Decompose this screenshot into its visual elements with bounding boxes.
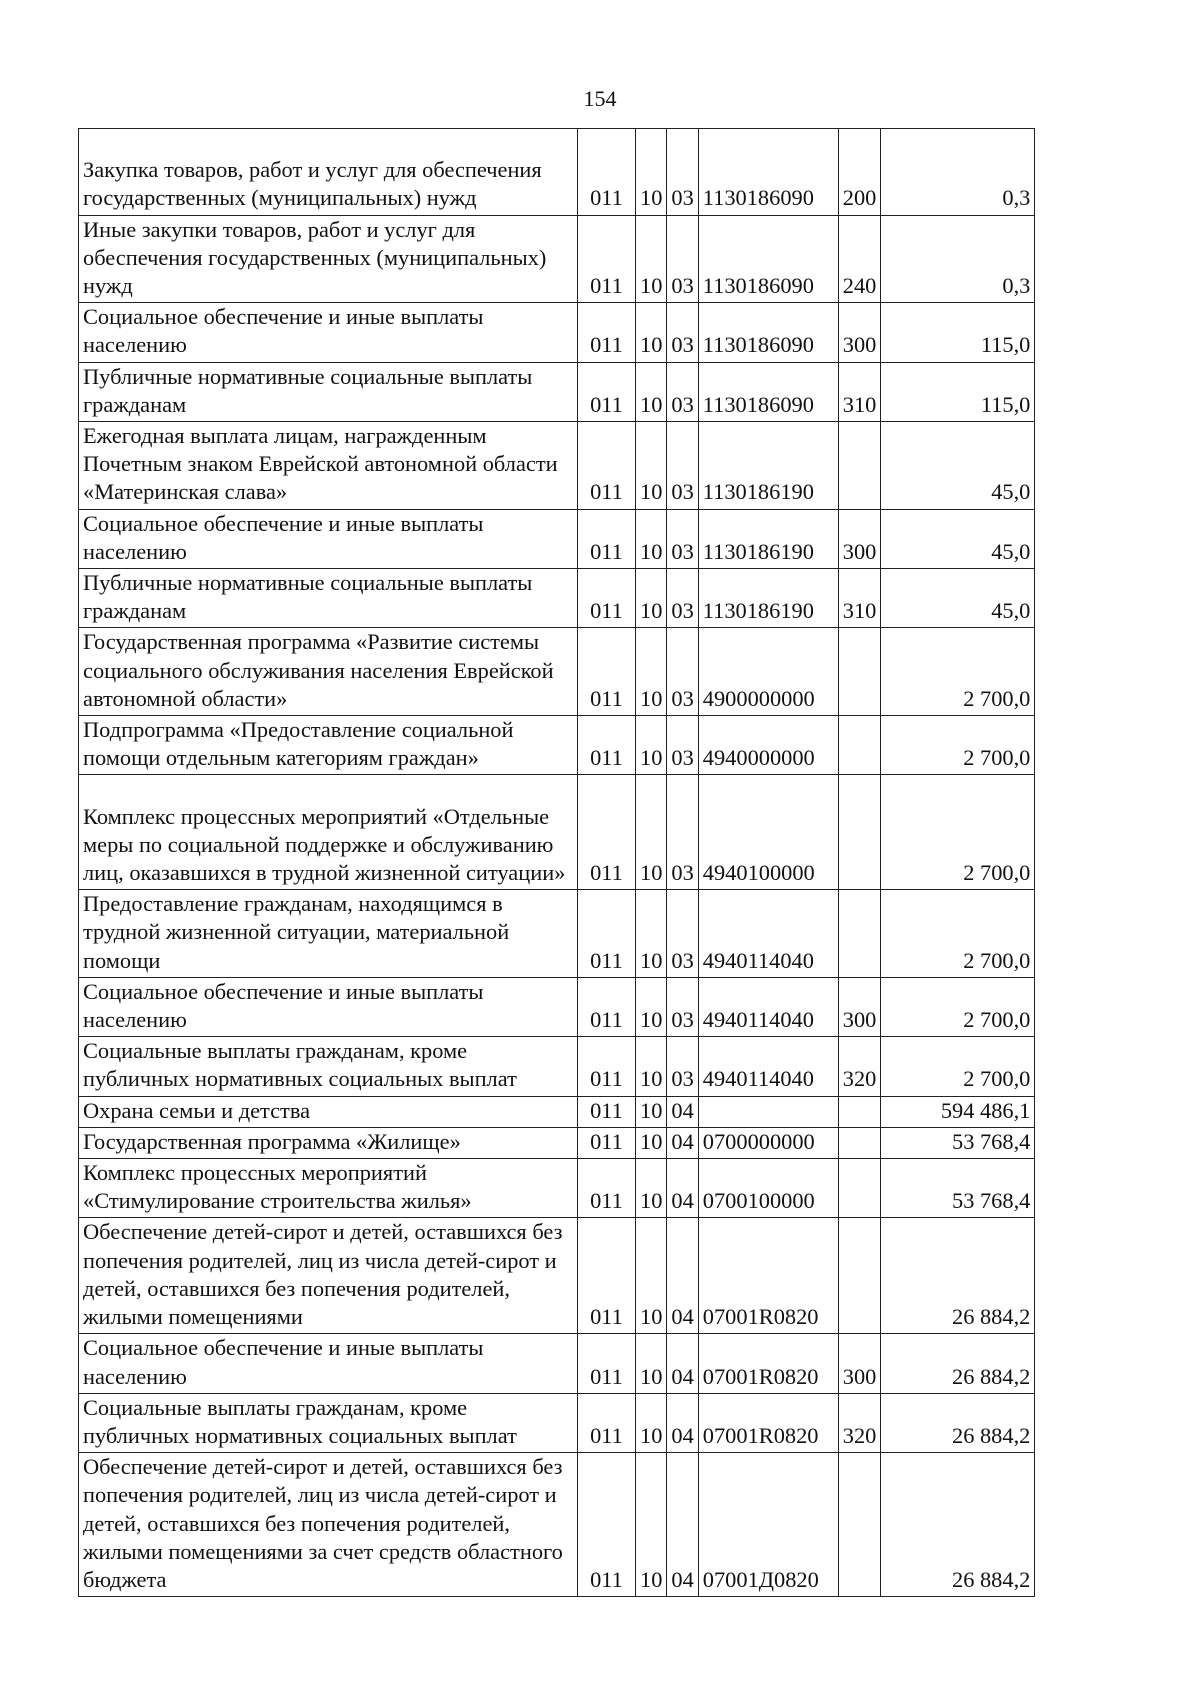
table-row	[79, 303, 1035, 362]
cell-amount: 53 768,4	[881, 1127, 1035, 1158]
cell-target-article: 1130186090	[698, 303, 838, 362]
cell-section-code: 10	[636, 890, 667, 978]
cell-target-article: 07001R0820	[698, 1334, 838, 1393]
cell-target-article: 4940114040	[698, 977, 838, 1036]
cell-section-code: 10	[636, 775, 667, 890]
cell-section-code: 10	[636, 977, 667, 1036]
cell-subsection-code: 03	[667, 977, 698, 1036]
cell-subsection-code: 04	[667, 1127, 698, 1158]
cell-target-article: 1130186190	[698, 569, 838, 628]
cell-subsection-code: 04	[667, 1159, 698, 1218]
cell-amount: 115,0	[881, 362, 1035, 421]
table-row	[79, 628, 1035, 716]
cell-expense-type	[838, 775, 881, 890]
cell-name: Государственная программа «Жилище»	[79, 1127, 578, 1158]
cell-section-code: 10	[636, 1159, 667, 1218]
table-row	[79, 1393, 1035, 1452]
cell-target-article: 1130186090	[698, 215, 838, 303]
cell-ministry-code: 011	[578, 1334, 636, 1393]
cell-ministry-code: 011	[578, 628, 636, 716]
cell-name: Комплекс процессных мероприятий «Отдельные меры по социальной поддержке и обслуживанию лиц, оказавшихся в трудной жизненной ситуации»	[79, 775, 578, 890]
cell-expense-type	[838, 1218, 881, 1334]
table-row	[79, 716, 1035, 775]
cell-target-article	[698, 1096, 838, 1127]
cell-name: Государственная программа «Развитие системы социального обслуживания населения Еврейской автономной области»	[79, 628, 578, 716]
cell-target-article: 4940114040	[698, 890, 838, 978]
cell-subsection-code: 04	[667, 1334, 698, 1393]
cell-expense-type: 200	[838, 129, 881, 216]
cell-target-article: 0700100000	[698, 1159, 838, 1218]
cell-subsection-code: 03	[667, 362, 698, 421]
cell-subsection-code: 03	[667, 775, 698, 890]
cell-subsection-code: 03	[667, 215, 698, 303]
cell-subsection-code: 03	[667, 129, 698, 216]
cell-section-code: 10	[636, 215, 667, 303]
cell-ministry-code: 011	[578, 977, 636, 1036]
cell-expense-type	[838, 890, 881, 978]
cell-section-code: 10	[636, 1096, 667, 1127]
cell-ministry-code: 011	[578, 1127, 636, 1158]
cell-subsection-code: 04	[667, 1393, 698, 1452]
table-row	[79, 362, 1035, 421]
cell-amount: 0,3	[881, 129, 1035, 216]
table-row	[79, 1037, 1035, 1096]
page-number: 154	[583, 86, 617, 111]
cell-name: Публичные нормативные социальные выплаты гражданам	[79, 362, 578, 421]
cell-target-article: 4940000000	[698, 716, 838, 775]
cell-subsection-code: 04	[667, 1218, 698, 1334]
table-row	[79, 1334, 1035, 1393]
cell-subsection-code: 03	[667, 509, 698, 568]
cell-amount: 0,3	[881, 215, 1035, 303]
cell-target-article: 4940100000	[698, 775, 838, 890]
cell-ministry-code: 011	[578, 1037, 636, 1096]
cell-ministry-code: 011	[578, 1096, 636, 1127]
cell-name: Публичные нормативные социальные выплаты гражданам	[79, 569, 578, 628]
cell-amount: 53 768,4	[881, 1159, 1035, 1218]
table-row	[79, 215, 1035, 303]
cell-ministry-code: 011	[578, 215, 636, 303]
table-row	[79, 1159, 1035, 1218]
cell-name: Социальные выплаты гражданам, кроме публичных нормативных социальных выплат	[79, 1393, 578, 1452]
cell-amount: 2 700,0	[881, 1037, 1035, 1096]
cell-ministry-code: 011	[578, 129, 636, 216]
cell-expense-type	[838, 1096, 881, 1127]
cell-section-code: 10	[636, 1453, 667, 1597]
cell-amount: 2 700,0	[881, 977, 1035, 1036]
cell-amount: 26 884,2	[881, 1218, 1035, 1334]
cell-ministry-code: 011	[578, 1218, 636, 1334]
cell-amount: 45,0	[881, 509, 1035, 568]
table-body	[79, 129, 1035, 1597]
cell-ministry-code: 011	[578, 890, 636, 978]
cell-section-code: 10	[636, 569, 667, 628]
cell-expense-type: 320	[838, 1393, 881, 1452]
table-row	[79, 775, 1035, 890]
cell-name: Социальное обеспечение и иные выплаты населению	[79, 977, 578, 1036]
cell-subsection-code: 03	[667, 1037, 698, 1096]
cell-expense-type: 320	[838, 1037, 881, 1096]
table-row	[79, 569, 1035, 628]
cell-name: Охрана семьи и детства	[79, 1096, 578, 1127]
cell-ministry-code: 011	[578, 362, 636, 421]
cell-section-code: 10	[636, 628, 667, 716]
cell-subsection-code: 04	[667, 1096, 698, 1127]
cell-subsection-code: 03	[667, 303, 698, 362]
cell-expense-type: 240	[838, 215, 881, 303]
cell-ministry-code: 011	[578, 569, 636, 628]
table-row	[79, 129, 1035, 216]
table-row	[79, 422, 1035, 510]
cell-name: Закупка товаров, работ и услуг для обеспечения государственных (муниципальных) нужд	[79, 129, 578, 216]
table-row	[79, 1453, 1035, 1597]
cell-name: Предоставление гражданам, находящимся в трудной жизненной ситуации, материальной помощи	[79, 890, 578, 978]
cell-amount: 45,0	[881, 569, 1035, 628]
cell-ministry-code: 011	[578, 1393, 636, 1452]
table-row	[79, 1096, 1035, 1127]
cell-name: Обеспечение детей-сирот и детей, оставшихся без попечения родителей, лиц из числа детей-сирот и детей, оставшихся без попечения родителей, жилыми помещениями	[79, 1218, 578, 1334]
cell-section-code: 10	[636, 1218, 667, 1334]
cell-expense-type: 310	[838, 362, 881, 421]
cell-amount: 594 486,1	[881, 1096, 1035, 1127]
cell-expense-type	[838, 422, 881, 510]
cell-expense-type: 310	[838, 569, 881, 628]
cell-name: Ежегодная выплата лицам, награжденным Почетным знаком Еврейской автономной области «Материнская слава»	[79, 422, 578, 510]
cell-name: Обеспечение детей-сирот и детей, оставшихся без попечения родителей, лиц из числа детей-сирот и детей, оставшихся без попечения родителей, жилыми помещениями за счет средств областного бюджета	[79, 1453, 578, 1597]
cell-target-article: 4940114040	[698, 1037, 838, 1096]
cell-subsection-code: 03	[667, 569, 698, 628]
cell-amount: 26 884,2	[881, 1393, 1035, 1452]
cell-subsection-code: 03	[667, 890, 698, 978]
table-row	[79, 1127, 1035, 1158]
cell-amount: 26 884,2	[881, 1453, 1035, 1597]
cell-amount: 2 700,0	[881, 775, 1035, 890]
cell-amount: 26 884,2	[881, 1334, 1035, 1393]
cell-target-article: 07001R0820	[698, 1218, 838, 1334]
cell-section-code: 10	[636, 1037, 667, 1096]
cell-expense-type	[838, 716, 881, 775]
table-row	[79, 1218, 1035, 1334]
cell-expense-type	[838, 1127, 881, 1158]
cell-target-article: 1130186190	[698, 422, 838, 510]
cell-section-code: 10	[636, 362, 667, 421]
cell-target-article: 07001Д0820	[698, 1453, 838, 1597]
cell-name: Социальное обеспечение и иные выплаты населению	[79, 1334, 578, 1393]
cell-target-article: 1130186090	[698, 362, 838, 421]
cell-expense-type: 300	[838, 303, 881, 362]
cell-amount: 2 700,0	[881, 716, 1035, 775]
cell-ministry-code: 011	[578, 422, 636, 510]
cell-section-code: 10	[636, 1127, 667, 1158]
cell-subsection-code: 03	[667, 422, 698, 510]
cell-expense-type	[838, 628, 881, 716]
cell-section-code: 10	[636, 509, 667, 568]
cell-name: Иные закупки товаров, работ и услуг для обеспечения государственных (муниципальных) нужд	[79, 215, 578, 303]
cell-target-article: 0700000000	[698, 1127, 838, 1158]
cell-target-article: 1130186090	[698, 129, 838, 216]
budget-table	[78, 128, 1035, 1597]
cell-name: Социальное обеспечение и иные выплаты населению	[79, 303, 578, 362]
cell-name: Подпрограмма «Предоставление социальной помощи отдельным категориям граждан»	[79, 716, 578, 775]
cell-ministry-code: 011	[578, 303, 636, 362]
cell-amount: 115,0	[881, 303, 1035, 362]
cell-ministry-code: 011	[578, 775, 636, 890]
cell-section-code: 10	[636, 716, 667, 775]
cell-section-code: 10	[636, 303, 667, 362]
cell-target-article: 07001R0820	[698, 1393, 838, 1452]
cell-section-code: 10	[636, 1334, 667, 1393]
cell-target-article: 1130186190	[698, 509, 838, 568]
cell-ministry-code: 011	[578, 1159, 636, 1218]
cell-amount: 2 700,0	[881, 890, 1035, 978]
cell-ministry-code: 011	[578, 716, 636, 775]
cell-target-article: 4900000000	[698, 628, 838, 716]
cell-name: Социальное обеспечение и иные выплаты населению	[79, 509, 578, 568]
cell-section-code: 10	[636, 422, 667, 510]
cell-ministry-code: 011	[578, 1453, 636, 1597]
cell-subsection-code: 04	[667, 1453, 698, 1597]
cell-name: Комплекс процессных мероприятий «Стимулирование строительства жилья»	[79, 1159, 578, 1218]
table-row	[79, 890, 1035, 978]
cell-amount: 45,0	[881, 422, 1035, 510]
cell-amount: 2 700,0	[881, 628, 1035, 716]
cell-expense-type: 300	[838, 977, 881, 1036]
cell-expense-type	[838, 1453, 881, 1597]
cell-expense-type	[838, 1159, 881, 1218]
cell-name: Социальные выплаты гражданам, кроме публичных нормативных социальных выплат	[79, 1037, 578, 1096]
cell-subsection-code: 03	[667, 716, 698, 775]
cell-expense-type: 300	[838, 1334, 881, 1393]
cell-subsection-code: 03	[667, 628, 698, 716]
cell-section-code: 10	[636, 129, 667, 216]
cell-section-code: 10	[636, 1393, 667, 1452]
cell-expense-type: 300	[838, 509, 881, 568]
table-row	[79, 509, 1035, 568]
table-row	[79, 977, 1035, 1036]
cell-ministry-code: 011	[578, 509, 636, 568]
